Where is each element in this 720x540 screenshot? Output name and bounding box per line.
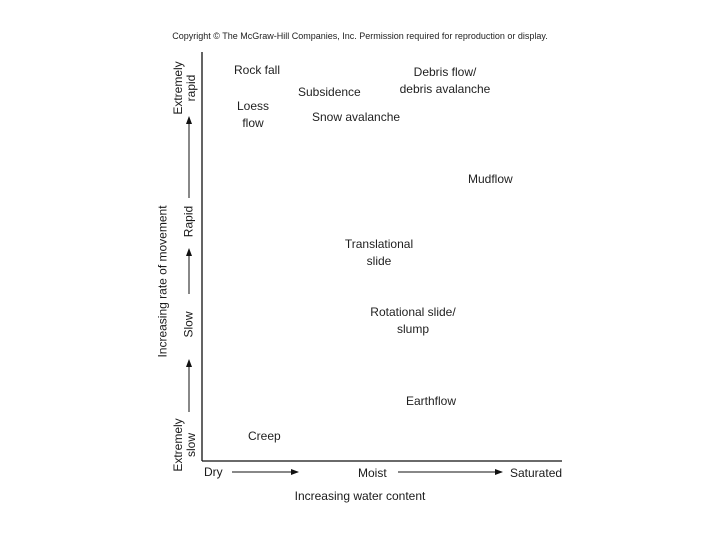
label-rotational-slide-line2: slump: [396, 322, 429, 336]
y-tick-extremely-rapid: [172, 58, 198, 118]
x-tick-dry: Dry: [204, 465, 223, 479]
label-loess-flow: [232, 98, 274, 132]
label-creep: Creep: [248, 429, 281, 443]
x-tick-saturated: Saturated: [510, 466, 563, 480]
y-axis-title: Increasing rate of movement: [155, 205, 170, 358]
label-debris-flow: [390, 64, 500, 98]
label-loess-flow-line2: flow: [242, 116, 264, 130]
label-debris-flow-line2: debris avalanche: [399, 82, 491, 96]
y-tick-extremely-rapid-line1: Extremely: [171, 61, 185, 115]
y-tick-extremely-slow: [172, 415, 198, 475]
label-rotational-slide: [362, 304, 464, 338]
copyright-notice: Copyright © The McGraw-Hill Companies, Inc. Permission required for reproduction or display.: [172, 31, 548, 41]
y-tick-extremely-rapid-line2: rapid: [184, 74, 198, 102]
label-earthflow: Earthflow: [406, 394, 457, 408]
label-snow-avalanche: Snow avalanche: [312, 110, 401, 124]
label-debris-flow-line1: Debris flow/: [413, 65, 477, 79]
label-translational-slide-line2: slide: [366, 254, 392, 268]
label-rock-fall: Rock fall: [234, 63, 281, 77]
label-loess-flow-line1: Loess: [236, 99, 270, 113]
label-translational-slide-line1: Translational: [344, 237, 414, 251]
y-tick-slow: Slow: [181, 311, 196, 338]
x-tick-moist: Moist: [358, 466, 387, 480]
label-subsidence: Subsidence: [298, 85, 361, 99]
x-axis-title: Increasing water content: [294, 489, 426, 503]
y-tick-extremely-slow-line2: slow: [184, 433, 198, 458]
y-tick-rapid: Rapid: [181, 205, 196, 238]
label-mudflow: Mudflow: [468, 172, 513, 186]
y-tick-extremely-slow-line1: Extremely: [171, 418, 185, 472]
label-rotational-slide-line1: Rotational slide/: [370, 305, 456, 319]
label-translational-slide: [337, 236, 421, 270]
